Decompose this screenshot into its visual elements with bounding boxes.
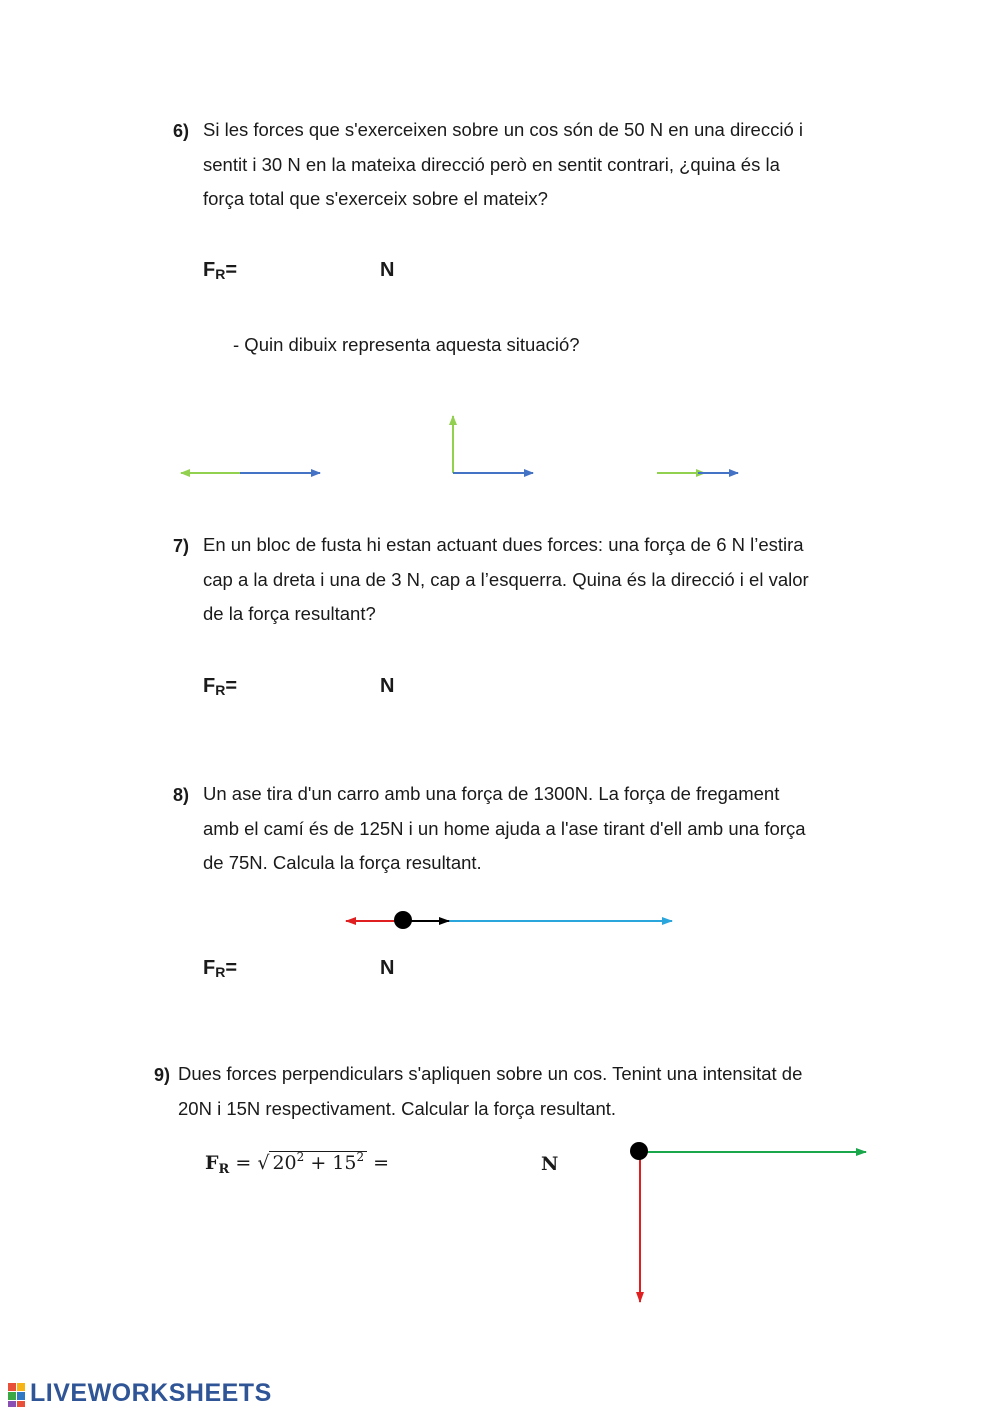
question-9-number: 9) [154, 1065, 171, 1085]
question-9-line-1: Dues forces perpendiculars s'apliquen sobre un cos. Tenint una intensitat de [178, 1063, 803, 1084]
question-9-formula: $F_R$ = √ $20^2 + 15^2$ = [205, 1150, 390, 1177]
question-6-number: 6) [173, 121, 190, 141]
q9-force-diagram [630, 1142, 866, 1302]
question-9-line-2: 20N i 15N respectivament. Calcular la força resultant. [178, 1097, 617, 1119]
question-8-line-1: Un ase tira d'un carro amb una força de 1300N. La força de fregament [203, 783, 780, 804]
question-7-fr-label: $F_R=$ [203, 675, 238, 698]
question-7-line-1: En un bloc de fusta hi estan actuant dues forces: una força de 6 N l’estira [203, 534, 804, 555]
question-7-unit: N [380, 675, 395, 697]
question-8-unit: N [380, 957, 395, 979]
question-7-number: 7) [173, 536, 190, 556]
question-6-line-3: força total que s'exerceix sobre el mateix? [203, 188, 548, 209]
liveworksheets-logo[interactable]: LIVEWORKSHEETS [30, 1379, 272, 1407]
question-7-line-3: de la força resultant? [203, 603, 376, 624]
q8-force-diagram [346, 911, 672, 929]
question-6-unit: N [380, 259, 395, 281]
question-6-line-1: Si les forces que s'exerceixen sobre un cos són de 50 N en una direcció i [203, 119, 803, 140]
question-8-fr-label: $F_R=$ [203, 957, 238, 980]
question-6-subquestion: - Quin dibuix representa aquesta situació? [233, 334, 580, 355]
question-9-unit: N [541, 1153, 559, 1175]
body-point [630, 1142, 648, 1160]
question-7-line-2: cap a la dreta i una de 3 N, cap a l’esquerra. Quina és la direcció i el valor [203, 568, 809, 590]
liveworksheets-logo-icon [8, 1383, 25, 1407]
question-6-line-2: sentit i 30 N en la mateixa direcció però en sentit contrari, ¿quina és la [203, 153, 780, 175]
question-8-line-2: amb el camí és de 125N i un home ajuda a l'ase tirant d'ell amb una força [203, 817, 806, 839]
question-8-line-3: de 75N. Calcula la força resultant. [203, 852, 482, 873]
question-6-fr-label: $F_R=$ [203, 259, 238, 282]
question-8-number: 8) [173, 785, 190, 805]
q6-option-2-diagram[interactable] [453, 416, 533, 473]
body-point [394, 911, 412, 929]
